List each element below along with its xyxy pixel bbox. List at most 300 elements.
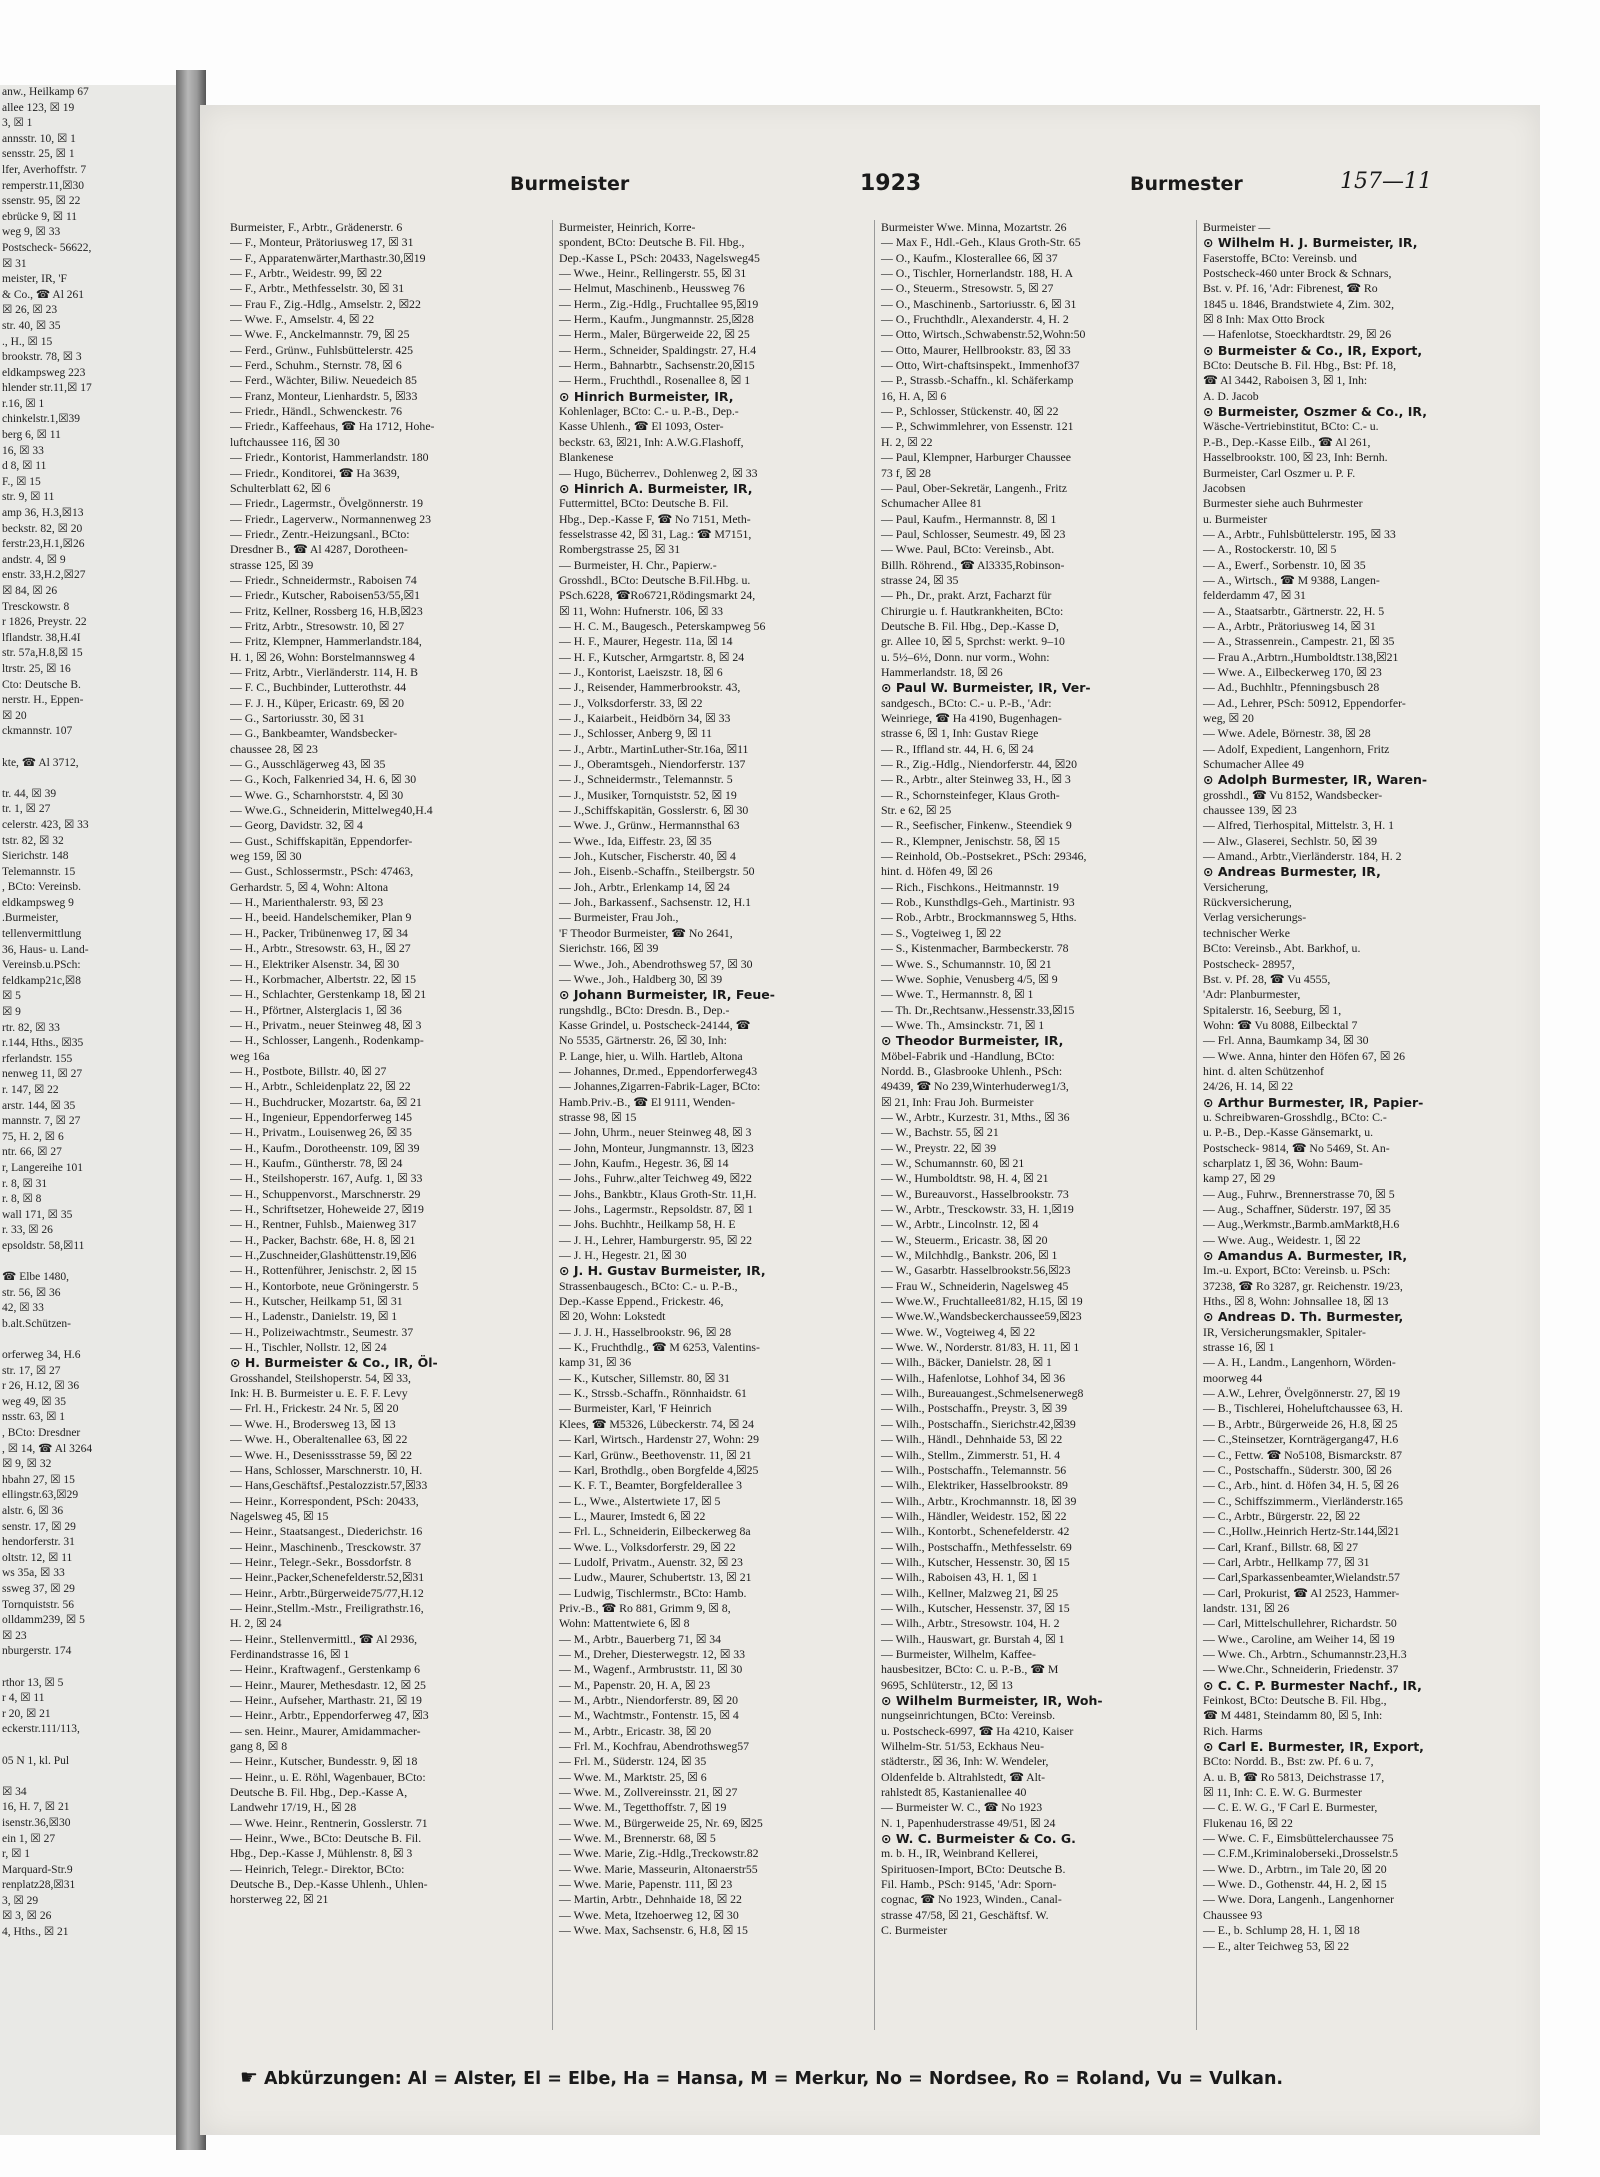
directory-entry-line: — John, Uhrm., neuer Steinweg 48, ☒ 3 xyxy=(559,1125,752,1140)
directory-entry-line: — Wwe., Ida, Eiffestr. 23, ☒ 35 xyxy=(559,833,712,848)
directory-entry-line: — Ferd., Schuhm., Sternstr. 78, ☒ 6 xyxy=(230,358,402,373)
directory-entry-line: m. b. H., IR, Weinbrand Kellerei, xyxy=(881,1846,1039,1861)
prev-page-line: ☒ 5 xyxy=(2,990,21,1003)
directory-entry-line: — J. J. H., Hasselbrookstr. 96, ☒ 28 xyxy=(559,1324,732,1339)
directory-entry-line: Burmester siehe auch Buhrmester xyxy=(1203,496,1363,511)
directory-entry-line: — W., Steuerm., Ericastr. 38, ☒ 20 xyxy=(881,1232,1048,1247)
prev-page-line: beckstr. 82, ☒ 20 xyxy=(2,522,83,535)
prev-page-line: brookstr. 78, ☒ 3 xyxy=(2,351,82,364)
directory-entry-line: — Wwe., Joh., Abendrothsweg 57, ☒ 30 xyxy=(559,956,753,971)
directory-entry-line: rungshdlg., BCto: Dresdn. B., Dep.- xyxy=(559,1002,730,1017)
directory-entry-line: — L., Maurer, Imstedt 6, ☒ 22 xyxy=(559,1508,706,1523)
directory-entry-line: strasse 125, ☒ 39 xyxy=(230,557,314,572)
directory-entry-line: — Heinr., Staatsangest., Diederichstr. 16 xyxy=(230,1524,423,1539)
directory-entry-line: Futtermittel, BCto: Deutsche B. Fil. xyxy=(559,496,729,511)
directory-entry-line: ☒ 11, Wohn: Hufnerstr. 106, ☒ 33 xyxy=(559,603,724,618)
directory-entry-line: — R., Zig.-Hdlg., Niendorferstr. 44, ☒20 xyxy=(881,757,1078,772)
directory-entry-line: — Wwe. F., Anckelmannstr. 79, ☒ 25 xyxy=(230,327,410,342)
page-number: 157—11 xyxy=(1340,169,1432,194)
directory-entry-line: — W., Bureauvorst., Hasselbrookstr. 73 xyxy=(881,1186,1069,1201)
prev-page-line: r, ☒ 1 xyxy=(2,1848,31,1861)
directory-entry-line: Hths., ☒ 8, Wohn: Johnsallee 18, ☒ 13 xyxy=(1203,1294,1389,1309)
directory-entry-line: — O., Tischler, Hornerlandstr. 188, H. A xyxy=(881,266,1074,281)
directory-entry-line: — Wilh., Kontorbt., Schenefelderstr. 42 xyxy=(881,1524,1070,1539)
prev-page-line: tstr. 82, ☒ 32 xyxy=(2,834,64,847)
directory-entry-line: — W., Bachstr. 55, ☒ 21 xyxy=(881,1125,999,1140)
directory-entry-line: — H., Polizeiwachtmstr., Seumestr. 37 xyxy=(230,1324,414,1339)
directory-firm-entry: ⊙ J. H. Gustav Burmeister, IR, xyxy=(559,1263,766,1279)
directory-entry-line: — A., Staatsarbtr., Gärtnerstr. 22, H. 5 xyxy=(1203,603,1385,618)
directory-entry-line: u. 5½–6½, Donn. nur vorm., Wohn: xyxy=(881,649,1050,664)
page-header xyxy=(200,165,1540,205)
directory-entry-line: — Alfred, Tierhospital, Mittelstr. 3, H. 1 xyxy=(1203,818,1395,833)
directory-entry-line: Wilhelm-Str. 51/53, Eckhaus Neu- xyxy=(881,1739,1045,1754)
directory-firm-entry: ⊙ Amandus A. Burmester, IR, xyxy=(1203,1248,1408,1264)
directory-entry-line: — H., Kaufm., Güntherstr. 78, ☒ 24 xyxy=(230,1155,403,1170)
prev-page-line: Tornquiststr. 56 xyxy=(2,1598,75,1611)
directory-entry-line: — J., Musiker, Tornquiststr. 52, ☒ 19 xyxy=(559,787,737,802)
prev-page-line: 16, ☒ 33 xyxy=(2,444,44,457)
directory-entry-line: — Carl, Mittelschullehrer, Richardstr. 50 xyxy=(1203,1616,1397,1631)
directory-entry-line: — A., Arbtr., Prätoriusweg 14, ☒ 31 xyxy=(1203,618,1376,633)
directory-entry-line: — Burmeister W. C., ☎ No 1923 xyxy=(881,1800,1043,1815)
directory-entry-line: — Frau F., Zig.-Hdlg., Amselstr. 2, ☒22 xyxy=(230,296,421,311)
directory-entry-line: — Wwe. H., Brodersweg 13, ☒ 13 xyxy=(230,1416,396,1431)
directory-entry-line: PSch.6228, ☎Ro6721,Rödingsmarkt 24, xyxy=(559,588,756,603)
prev-page-line: mannstr. 7, ☒ 27 xyxy=(2,1115,81,1128)
directory-entry-line: — Herm., Bahnarbtr., Sachsenstr.20,☒15 xyxy=(559,358,755,373)
prev-page-line: 75, H. 2, ☒ 6 xyxy=(2,1130,64,1143)
directory-entry-line: cognac, ☎ No 1923, Winden., Canal- xyxy=(881,1892,1062,1907)
directory-entry-line: — B., Tischlerei, Hoheluftchaussee 63, H. xyxy=(1203,1401,1403,1416)
directory-firm-entry: ⊙ Adolph Burmester, IR, Waren- xyxy=(1203,772,1428,788)
directory-entry-line: gr. Allee 10, ☒ 5, Sprchst: werkt. 9–10 xyxy=(881,634,1065,649)
prev-page-line: ntr. 66, ☒ 27 xyxy=(2,1146,62,1159)
directory-entry-line: — K. F. T., Beamter, Borgfelderallee 3 xyxy=(559,1478,743,1493)
directory-entry-line: — Alw., Glaserei, Sechlstr. 50, ☒ 39 xyxy=(1203,833,1377,848)
directory-entry-line: luftchaussee 116, ☒ 30 xyxy=(230,434,340,449)
directory-entry-line: — M., Wachtmstr., Fontenstr. 15, ☒ 4 xyxy=(559,1708,739,1723)
directory-entry-line: Deutsche B., Dep.-Kasse Uhlenh., Uhlen- xyxy=(230,1877,428,1892)
prev-page-line xyxy=(0,1769,176,1785)
directory-entry-line: — A.W., Lehrer, Övelgönnerstr. 27, ☒ 19 xyxy=(1203,1386,1401,1401)
directory-entry-line: — Wwe., Caroline, am Weiher 14, ☒ 19 xyxy=(1203,1631,1395,1646)
directory-entry-line: — Herm., Maler, Bürgerweide 22, ☒ 25 xyxy=(559,327,750,342)
directory-entry-line: — Heinr.,Packer,Schenefelderstr.52,☒31 xyxy=(230,1570,425,1585)
prev-page-line: F., ☒ 15 xyxy=(2,475,41,488)
prev-page-line: isenstr.36,☒30 xyxy=(2,1816,71,1829)
prev-page-line: ☒ 9 xyxy=(2,1006,21,1019)
prev-page-line: ferstr.23,H.1,☒26 xyxy=(2,538,85,551)
directory-entry-line: strasse 24, ☒ 35 xyxy=(881,572,959,587)
directory-entry-line: — B., Arbtr., Bürgerweide 26, H.8, ☒ 25 xyxy=(1203,1416,1398,1431)
directory-entry-line: — H., Packer, Bachstr. 68e, H. 8, ☒ 21 xyxy=(230,1232,416,1247)
directory-entry-line: — C.,Hollw.,Heinrich Hertz-Str.144,☒21 xyxy=(1203,1524,1400,1539)
directory-entry-line: — J., Volksdorferstr. 33, ☒ 22 xyxy=(559,695,703,710)
directory-entry-line: — Wilh., Hauswart, gr. Burstah 4, ☒ 1 xyxy=(881,1631,1065,1646)
prev-page-line: d 8, ☒ 11 xyxy=(2,460,47,473)
directory-entry-line: — Frl. H., Frickestr. 24 Nr. 5, ☒ 20 xyxy=(230,1401,399,1416)
directory-entry-line: — H. C. M., Baugesch., Peterskampweg 56 xyxy=(559,618,766,633)
directory-entry-line: Schumacher Allee 49 xyxy=(1203,757,1304,772)
directory-entry-line: — Carl, Arbtr., Hellkamp 77, ☒ 31 xyxy=(1203,1554,1370,1569)
directory-firm-entry: ⊙ Hinrich A. Burmeister, IR, xyxy=(559,480,753,496)
directory-entry-line: — G., Sartoriusstr. 30, ☒ 31 xyxy=(230,711,365,725)
directory-entry-line: grosshdl., ☎ Vu 8152, Wandsbecker- xyxy=(1203,787,1383,802)
prev-page-line: b.alt.Schützen- xyxy=(2,1317,71,1330)
directory-entry-line: H. 2, ☒ 24 xyxy=(230,1616,282,1631)
directory-entry-line: — Rob., Kunsthdlgs-Geh., Martinistr. 93 xyxy=(881,895,1075,910)
directory-entry-line: — H. F., Maurer, Hegestr. 11a, ☒ 14 xyxy=(559,634,733,649)
directory-entry-line: — Wilh., Händl., Dehnhaide 53, ☒ 22 xyxy=(881,1432,1063,1447)
directory-entry-line: — H., Kontorbote, neue Gröningerstr. 5 xyxy=(230,1278,419,1293)
directory-entry-line: P.-B., Dep.-Kasse Eilb., ☎ Al 261, xyxy=(1203,434,1371,449)
directory-entry-line: Deutsche B. Fil. Hbg., Dep.-Kasse A, xyxy=(230,1785,408,1800)
abbreviations-text: Abkürzungen: Al = Alster, El = Elbe, Ha = Hansa, M = Merkur, No = Nordsee, Ro = Roland, Vu = Vulkan. xyxy=(263,2069,1284,2089)
directory-entry-line: — Wwe. Paul, BCto: Vereinsb., Abt. xyxy=(881,542,1055,557)
directory-entry-line: — Wwe. Marie, Masseurin, Altonaerstr55 xyxy=(559,1861,758,1876)
directory-entry-line: — Wilh., Postschaffn., Preystr. 3, ☒ 39 xyxy=(881,1401,1067,1416)
directory-entry-line: Postscheck- 28957, xyxy=(1203,956,1295,971)
directory-entry-line: — Aug., Fuhrw., Brennerstrasse 70, ☒ 5 xyxy=(1203,1186,1395,1201)
directory-entry-line: — A., Wirtsch., ☎ M 9388, Langen- xyxy=(1203,572,1380,587)
directory-entry-line: — Wwe. M., Tegetthoffstr. 7, ☒ 19 xyxy=(559,1800,727,1815)
prev-page-line: Postscheck- 56622, xyxy=(2,241,92,254)
prev-page-line: wall 171, ☒ 35 xyxy=(2,1208,73,1221)
directory-entry-line: — Johs., Lagermstr., Repsoldstr. 87, ☒ 1 xyxy=(559,1202,754,1216)
directory-entry-line: — Wilh., Hafenlotse, Lohhof 34, ☒ 36 xyxy=(881,1370,1066,1385)
directory-entry-line: — R., Klempner, Jenischstr. 58, ☒ 15 xyxy=(881,833,1060,848)
directory-entry-line: — Wwe. M., Marktstr. 25, ☒ 6 xyxy=(559,1769,707,1784)
directory-entry-line: — Wwe. C. F., Eimsbüttelerchaussee 75 xyxy=(1203,1831,1394,1846)
directory-entry-line: — H., Ladenstr., Danielstr. 19, ☒ 1 xyxy=(230,1309,398,1324)
directory-entry-line: technischer Werke xyxy=(1203,925,1290,940)
header-right-name: Burmester xyxy=(1130,173,1243,195)
prev-page-line: , ☒ 14, ☎ Al 3264 xyxy=(2,1442,93,1455)
directory-entry-line: — Johs., Bankbtr., Klaus Groth-Str. 11,H. xyxy=(559,1186,757,1201)
directory-entry-line: Rombergstrasse 25, ☒ 31 xyxy=(559,542,681,557)
directory-entry-line: — Heinr., Telegr.-Sekr., Bossdorfstr. 8 xyxy=(230,1554,412,1569)
directory-entry-line: — W., Humboldtstr. 98, H. 4, ☒ 21 xyxy=(881,1171,1049,1186)
directory-entry-line: — S., Kistenmacher, Barmbeckerstr. 78 xyxy=(881,941,1069,956)
directory-entry-line: — W., Schumannstr. 60, ☒ 21 xyxy=(881,1155,1025,1170)
directory-entry-line: — H. F., Kutscher, Armgartstr. 8, ☒ 24 xyxy=(559,649,745,664)
directory-entry-line: Flukenau 16, ☒ 22 xyxy=(1203,1815,1293,1830)
directory-entry-line: C. Burmeister xyxy=(881,1923,948,1938)
directory-firm-entry: ⊙ H. Burmeister & Co., IR, Öl- xyxy=(230,1355,438,1371)
directory-entry-line: 9695, Schlüterstr., 12, ☒ 13 xyxy=(881,1677,1013,1692)
prev-page-line: ssenstr. 95, ☒ 22 xyxy=(2,195,81,208)
prev-page-line: hbahn 27, ☒ 15 xyxy=(2,1473,75,1486)
directory-entry-line: — P., Schlosser, Stückenstr. 40, ☒ 22 xyxy=(881,404,1059,419)
prev-page-line: chinkelstr.1,☒39 xyxy=(2,413,81,426)
directory-entry-line: Grosshandel, Steilshoperstr. 54, ☒ 33, xyxy=(230,1370,411,1385)
directory-entry-line: gang 8, ☒ 8 xyxy=(230,1739,288,1754)
prev-page-line: ☒ 84, ☒ 26 xyxy=(2,585,58,597)
directory-entry-line: Chaussee 93 xyxy=(1203,1907,1263,1922)
directory-entry-line: Hasselbrookstr. 100, ☒ 23, Inh: Bernh. xyxy=(1203,450,1388,465)
directory-entry-line: — Th. Dr.,Rechtsanw.,Hessenstr.33,☒15 xyxy=(881,1002,1075,1017)
directory-entry-line: — F. J. H., Küper, Ericastr. 69, ☒ 20 xyxy=(230,695,404,710)
directory-entry-line: — H., Kaufm., Dorotheenstr. 109, ☒ 39 xyxy=(230,1140,420,1155)
prev-page-line: 05 N 1, kl. Pul xyxy=(2,1754,70,1767)
directory-entry-line: Klees, ☎ M5326, Lübeckerstr. 74, ☒ 24 xyxy=(559,1416,754,1431)
directory-entry-line: — H., Packer, Tribünenweg 17, ☒ 34 xyxy=(230,925,408,940)
directory-entry-line: Spitalerstr. 16, Seeburg, ☒ 1, xyxy=(1203,1002,1342,1017)
directory-entry-line: — Friedr., Händl., Schwenckestr. 76 xyxy=(230,404,403,419)
directory-entry-line: — R., Iffland str. 44, H. 6, ☒ 24 xyxy=(881,741,1034,756)
directory-entry-line: — Wwe. H., Oberaltenallee 63, ☒ 22 xyxy=(230,1432,408,1447)
prev-page-line: enstr. 33,H.2,☒27 xyxy=(2,569,86,582)
directory-entry-line: Ink: H. B. Burmeister u. E. F. F. Levy xyxy=(230,1386,408,1401)
directory-entry-line: BCto: Vereinsb., Abt. Barkhof, u. xyxy=(1203,941,1361,956)
prev-page-line: tellenvermittlung xyxy=(2,928,82,941)
prev-page-line: r 26, H.12, ☒ 36 xyxy=(2,1380,80,1393)
directory-entry-line: — Wwe. H., Desenissstrasse 59, ☒ 22 xyxy=(230,1447,413,1462)
directory-entry-line: — Fritz, Arbtr., Stresowstr. 10, ☒ 27 xyxy=(230,618,405,633)
directory-entry-line: — H., Schuppenvorst., Marschnerstr. 29 xyxy=(230,1186,421,1201)
directory-entry-line: — Wilh., Postschaffn., Telemannstr. 56 xyxy=(881,1462,1067,1477)
directory-entry-line: Kasse Grindel, u. Postscheck-24144, ☎ xyxy=(559,1017,751,1032)
directory-entry-line: Deutsche B. Fil. Hbg., Dep.-Kasse D, xyxy=(881,618,1059,633)
prev-page-line: 3, ☒ 29 xyxy=(2,1894,39,1907)
directory-entry-line: — Heinr., u. E. Röhl, Wagenbauer, BCto: xyxy=(230,1769,426,1784)
prev-page-line: r. 147, ☒ 22 xyxy=(2,1084,59,1096)
directory-entry-line: — Gust., Schiffskapitän, Eppendorfer- xyxy=(230,833,413,848)
directory-entry-line: — Otto, Maurer, Hellbrookstr. 83, ☒ 33 xyxy=(881,342,1071,357)
directory-entry-line: Sierichstr. 166, ☒ 39 xyxy=(559,941,659,956)
directory-entry-line: — Wwe. Marie, Zig.-Hdlg.,Treckowstr.82 xyxy=(559,1846,759,1861)
prev-page-line: Vereinsb.u.PSch: xyxy=(2,959,81,972)
directory-entry-line: — Wilh., Bäcker, Danielstr. 28, ☒ 1 xyxy=(881,1355,1052,1370)
directory-entry-line: — Carl, Prokurist, ☎ Al 2523, Hammer- xyxy=(1203,1585,1400,1600)
directory-entry-line: Rich. Harms xyxy=(1203,1723,1263,1738)
prev-page-line: hendorferstr. 31 xyxy=(2,1536,75,1549)
prev-page-line: renplatz28,☒31 xyxy=(2,1879,76,1892)
directory-entry-line: BCto: Nordd. B., Bst: zw. Pf. 6 u. 7, xyxy=(1203,1754,1374,1769)
directory-entry-line: — A., Strassenrein., Campestr. 21, ☒ 35 xyxy=(1203,634,1395,649)
directory-firm-entry: ⊙ Hinrich Burmeister, IR, xyxy=(559,388,734,404)
prev-page-line: .Burmeister, xyxy=(2,912,59,925)
directory-entry-line: — Heinrich, Telegr.- Direktor, BCto: xyxy=(230,1861,405,1876)
prev-page-line: eldkampsweg 9 xyxy=(2,896,74,909)
directory-entry-line: Grosshdl., BCto: Deutsche B.Fil.Hbg. u. xyxy=(559,572,751,587)
directory-entry-line: — Fritz, Arbtr., Vierländerstr. 114, H. B xyxy=(230,664,419,679)
directory-entry-line: beckstr. 63, ☒21, Inh: A.W.G.Flashoff, xyxy=(559,434,744,449)
directory-entry-line: — C.F.M.,Kriminaloberseki.,Drosselstr.5 xyxy=(1203,1846,1399,1861)
prev-page-line: lflandstr. 38,H.4I xyxy=(2,631,81,644)
directory-entry-line: ☎ M 4481, Steindamm 80, ☒ 5, Inh: xyxy=(1203,1708,1383,1723)
directory-entry-line: 'F Theodor Burmeister, ☎ No 2641, xyxy=(559,925,733,940)
prev-page-line: amp 36, H.3,☒13 xyxy=(2,507,84,520)
directory-entry-line: — Wwe. S., Schumannstr. 10, ☒ 21 xyxy=(881,956,1052,971)
directory-entry-line: — Wwe. Max, Sachsenstr. 6, H.8, ☒ 15 xyxy=(559,1923,748,1938)
directory-entry-line: spondent, BCto: Deutsche B. Fil. Hbg., xyxy=(559,235,745,250)
prev-page-line: sensstr. 25, ☒ 1 xyxy=(2,148,75,161)
directory-entry-line: Wohn: ☎ Vu 8088, Eilbecktal 7 xyxy=(1203,1017,1358,1032)
directory-entry-line: strasse 47/58, ☒ 21, Geschäftsf. W. xyxy=(881,1907,1049,1922)
directory-entry-line: — M., Arbtr., Niendorferstr. 89, ☒ 20 xyxy=(559,1693,738,1707)
directory-entry-line: — Wwe. Marie, Papenstr. 111, ☒ 23 xyxy=(559,1877,733,1892)
directory-entry-line: — Ad., Lehrer, PSch: 50912, Eppendorfer- xyxy=(1203,695,1406,710)
directory-entry-line: Burmeister — xyxy=(1203,220,1271,234)
directory-entry-line: — J., Schneidermstr., Telemannstr. 5 xyxy=(559,772,733,787)
prev-page-line: ☒ 3, ☒ 26 xyxy=(2,1910,52,1923)
directory-entry-line: — Wwe. Ch., Arbtrn., Schumannstr.23,H.3 xyxy=(1203,1646,1407,1661)
directory-entry-line: — Wwe. M., Bürgerweide 25, Nr. 69, ☒25 xyxy=(559,1815,763,1830)
prev-page-line: kte, ☎ Al 3712, xyxy=(2,756,79,769)
directory-entry-line: Hbg., Dep.-Kasse F, ☎ No 7151, Meth- xyxy=(559,511,751,526)
directory-entry-line: Spirituosen-Import, BCto: Deutsche B. xyxy=(881,1861,1066,1876)
directory-entry-line: — M., Arbtr., Ericastr. 38, ☒ 20 xyxy=(559,1723,712,1738)
prev-page-line: ☒ 26, ☒ 23 xyxy=(2,304,58,317)
directory-entry-line: — M., Dreher, Diesterwegstr. 12, ☒ 33 xyxy=(559,1646,746,1661)
directory-entry-line: — C., Schiffszimmerm., Vierländerstr.165 xyxy=(1203,1493,1404,1508)
directory-entry-line: — J., Kontorist, Laeiszstr. 18, ☒ 6 xyxy=(559,664,723,679)
directory-entry-line: — H., Postbote, Billstr. 40, ☒ 27 xyxy=(230,1063,387,1078)
prev-page-line: rferlandstr. 155 xyxy=(2,1052,73,1065)
column-3 xyxy=(874,220,1183,2030)
directory-entry-line: — Wwe. L., Volksdorferstr. 29, ☒ 22 xyxy=(559,1539,736,1554)
prev-page-line: ☒ 20 xyxy=(2,709,27,722)
directory-entry-line: — Heinr., Maurer, Methesdastr. 12, ☒ 25 xyxy=(230,1677,426,1692)
directory-entry-line: — Wilh., Kutscher, Hessenstr. 37, ☒ 15 xyxy=(881,1600,1070,1615)
directory-entry-line: — Ferd., Grünw., Fuhlsbüttelerstr. 425 xyxy=(230,342,414,357)
directory-entry-line: — Friedr., Konditorei, ☎ Ha 3639, xyxy=(230,465,400,480)
directory-entry-line: — H., Pförtner, Alsterglacis 1, ☒ 36 xyxy=(230,1002,402,1017)
pointing-hand-icon: ☛ xyxy=(240,2065,258,2089)
directory-entry-line: Bst. v. Pf. 16, 'Adr: Fibrenest, ☎ Ro xyxy=(1203,281,1378,296)
directory-entry-line: — Friedr., Schneidermstr., Raboisen 74 xyxy=(230,572,417,587)
directory-entry-line: BCto: Deutsche B. Fil. Hbg., Bst: Pf. 18, xyxy=(1203,358,1397,373)
directory-entry-line: Schulterblatt 62, ☒ 6 xyxy=(230,480,331,495)
directory-entry-line: — E., alter Teichweg 53, ☒ 22 xyxy=(1203,1938,1350,1953)
directory-entry-line: chaussee 28, ☒ 23 xyxy=(230,741,318,756)
directory-entry-line: — H., Arbtr., Schleidenplatz 22, ☒ 22 xyxy=(230,1079,411,1094)
prev-page-line: ellingstr.63,☒29 xyxy=(2,1489,79,1502)
directory-firm-entry: ⊙ Burmeister, Oszmer & Co., IR, xyxy=(1203,404,1428,420)
directory-entry-line: — Johannes,Zigarren-Fabrik-Lager, BCto: xyxy=(559,1079,761,1094)
directory-firm-entry: ⊙ C. C. P. Burmester Nachf., IR, xyxy=(1203,1677,1422,1693)
directory-entry-line: — Paul, Kaufm., Hermannstr. 8, ☒ 1 xyxy=(881,511,1057,526)
directory-entry-line: — Wwe.W.,Wandsbeckerchaussee59,☒23 xyxy=(881,1309,1082,1324)
directory-entry-line: — Wwe.G., Schneiderin, Mittelweg40,H.4 xyxy=(230,803,433,818)
prev-page-line: annsstr. 10, ☒ 1 xyxy=(2,132,76,145)
directory-entry-line: — M., Papenstr. 20, H. A, ☒ 23 xyxy=(559,1677,711,1692)
prev-page-line: r, Langereihe 101 xyxy=(2,1161,83,1174)
directory-entry-line: — Wwe. F., Amselstr. 4, ☒ 22 xyxy=(230,312,375,327)
directory-entry-line: — Karl, Wirtsch., Hardenstr 27, Wohn: 29 xyxy=(559,1432,759,1447)
prev-page-line: Marquard-Str.9 xyxy=(2,1863,73,1876)
directory-entry-line: — F., Arbtr., Methfesselstr. 30, ☒ 31 xyxy=(230,281,405,296)
directory-entry-line: u. Postscheck-6997, ☎ Ha 4210, Kaiser xyxy=(881,1723,1074,1738)
directory-entry-line: — Burmeister, Wilhelm, Kaffee- xyxy=(881,1646,1036,1661)
directory-entry-line: — Wwe. Dora, Langenh., Langenhorner xyxy=(1203,1892,1395,1907)
directory-entry-line: — C., Arb., hint. d. Höfen 34, H. 5, ☒ 26 xyxy=(1203,1478,1399,1493)
directory-entry-line: Dep.-Kasse L, PSch: 20433, Nagelsweg45 xyxy=(559,250,760,265)
directory-entry-line: Fil. Hamb., PSch: 9145, 'Adr: Sporn- xyxy=(881,1877,1057,1892)
directory-entry-line: ☎ Al 3442, Raboisen 3, ☒ 1, Inh: xyxy=(1203,373,1368,388)
directory-entry-line: — H., Schriftsetzer, Hoheweide 27, ☒19 xyxy=(230,1202,424,1216)
directory-entry-line: — Wwe. W., Vogteiweg 4, ☒ 22 xyxy=(881,1324,1036,1339)
prev-page-line: Telemannstr. 15 xyxy=(2,865,76,878)
prev-page-line: 3, ☒ 1 xyxy=(2,117,33,130)
directory-entry-line: H. 1, ☒ 26, Wohn: Borstelmannsweg 4 xyxy=(230,649,415,664)
directory-entry-line: — Friedr., Lagermstr., Övelgönnerstr. 19 xyxy=(230,496,423,511)
directory-entry-line: — Aug., Schaffner, Süderstr. 197, ☒ 35 xyxy=(1203,1202,1391,1216)
directory-entry-line: — Wilh., Kellner, Malzweg 21, ☒ 25 xyxy=(881,1585,1059,1600)
prev-page-line: 4, Hths., ☒ 21 xyxy=(2,1926,69,1939)
directory-entry-line: — Wwe. M., Brennerstr. 68, ☒ 5 xyxy=(559,1831,716,1846)
prev-page-line: feldkamp21c,☒8 xyxy=(2,974,81,987)
prev-page-line: ☎ Elbe 1480, xyxy=(2,1271,70,1284)
directory-entry-line: Oldenfelde b. Altrahlstedt, ☎ Alt- xyxy=(881,1769,1046,1784)
directory-entry-line: — Max F., Hdl.-Geh., Klaus Groth-Str. 65 xyxy=(881,235,1081,250)
prev-page-line: Tresckowstr. 8 xyxy=(2,600,70,613)
directory-entry-line: Dresdner B., ☎ Al 4287, Dorotheen- xyxy=(230,542,408,557)
directory-entry-line: — W., Milchhdlg., Bankstr. 206, ☒ 1 xyxy=(881,1248,1058,1263)
directory-entry-line: u. Burmeister xyxy=(1203,511,1268,526)
directory-entry-line: — Wilh., Bureauangest.,Schmelsenerweg8 xyxy=(881,1386,1084,1401)
column-4 xyxy=(1196,220,1505,2030)
directory-firm-entry: ⊙ Andreas Burmester, IR, xyxy=(1203,864,1381,880)
directory-entry-line: 49439, ☎ No 239,Winterhuderweg1/3, xyxy=(881,1079,1069,1094)
prev-page-line xyxy=(0,740,176,756)
prev-page-line: ws 35a, ☒ 33 xyxy=(2,1567,65,1580)
directory-entry-line: — J., Oberamtsgeh., Niendorferstr. 137 xyxy=(559,757,746,772)
prev-page-line: ckmannstr. 107 xyxy=(2,725,73,738)
prev-page-line: str. 17, ☒ 27 xyxy=(2,1364,61,1377)
prev-page-line: r.16, ☒ 1 xyxy=(2,397,45,410)
prev-page-line: lfer, Averhoffstr. 7 xyxy=(2,163,87,176)
prev-page-line: tr. 44, ☒ 39 xyxy=(2,787,57,800)
directory-entry-line: — Heinr., Stellenvermittl., ☎ Al 2936, xyxy=(230,1631,418,1646)
directory-entry-line: ☒ 20, Wohn: Lokstedt xyxy=(559,1309,666,1324)
directory-entry-line: — G., Ausschlägerweg 43, ☒ 35 xyxy=(230,757,386,772)
directory-entry-line: — Georg, Davidstr. 32, ☒ 4 xyxy=(230,818,363,833)
prev-page-line: str. 56, ☒ 36 xyxy=(2,1286,61,1299)
directory-entry-line: — G., Koch, Falkenried 34, H. 6, ☒ 30 xyxy=(230,772,417,787)
directory-entry-line: — Friedr., Kutscher, Raboisen53/55,☒1 xyxy=(230,588,420,603)
directory-page xyxy=(200,105,1540,2135)
directory-entry-line: — Wwe.W., Fruchtallee81/82, H.15, ☒ 19 xyxy=(881,1294,1083,1309)
directory-entry-line: 24/26, H. 14, ☒ 22 xyxy=(1203,1079,1294,1094)
directory-entry-line: — O., Fruchthdlr., Alexanderstr. 4, H. 2 xyxy=(881,312,1069,327)
directory-entry-line: — Ph., Dr., prakt. Arzt, Facharzt für xyxy=(881,588,1052,603)
prev-page-line: r 20, ☒ 21 xyxy=(2,1707,51,1720)
directory-entry-line: — Franz, Monteur, Lienhardstr. 5, ☒33 xyxy=(230,388,418,403)
directory-entry-line: — Johs., Fuhrw.,alter Teichweg 49, ☒22 xyxy=(559,1171,752,1186)
directory-entry-line: Nordd. B., Glasbrooke Uhlenh., PSch: xyxy=(881,1063,1063,1078)
directory-entry-line: — H., Elektriker Alsenstr. 34, ☒ 30 xyxy=(230,956,400,971)
directory-entry-line: — P., Schwimmlehrer, von Essenstr. 121 xyxy=(881,419,1074,434)
directory-entry-line: Postscheck-460 unter Brock & Schnars, xyxy=(1203,266,1392,281)
directory-entry-line: — O., Maschinenb., Sartoriusstr. 6, ☒ 31 xyxy=(881,296,1077,311)
directory-entry-line: — Heinr.,Stellm.-Mstr., Freiligrathstr.16, xyxy=(230,1600,424,1615)
directory-entry-line: — Wilh., Arbtr., Stresowstr. 104, H. 2 xyxy=(881,1616,1060,1631)
header-left-name: Burmeister xyxy=(510,173,630,195)
directory-entry-line: — Johs. Buchhtr., Heilkamp 58, H. E xyxy=(559,1217,736,1232)
directory-entry-line: Burmeister, Carl Oszmer u. P. F. xyxy=(1203,465,1356,480)
prev-page-line: r.144, Hths., ☒35 xyxy=(2,1037,84,1050)
directory-entry-line: 1845 u. 1846, Brandstwiete 4, Zim. 302, xyxy=(1203,296,1395,311)
directory-entry-line: — Wwe. Aug., Weidestr. 1, ☒ 22 xyxy=(1203,1232,1361,1247)
directory-entry-line: — Frl. L., Schneiderin, Eilbeckerweg 8a xyxy=(559,1524,751,1539)
directory-entry-line: — Heinr., Kutscher, Bundesstr. 9, ☒ 18 xyxy=(230,1754,418,1769)
directory-entry-line: chaussee 139, ☒ 23 xyxy=(1203,803,1297,818)
directory-entry-line: — Herm., Schneider, Spaldingstr. 27, H.4 xyxy=(559,342,757,357)
prev-page-line: nenweg 11, ☒ 27 xyxy=(2,1068,83,1081)
